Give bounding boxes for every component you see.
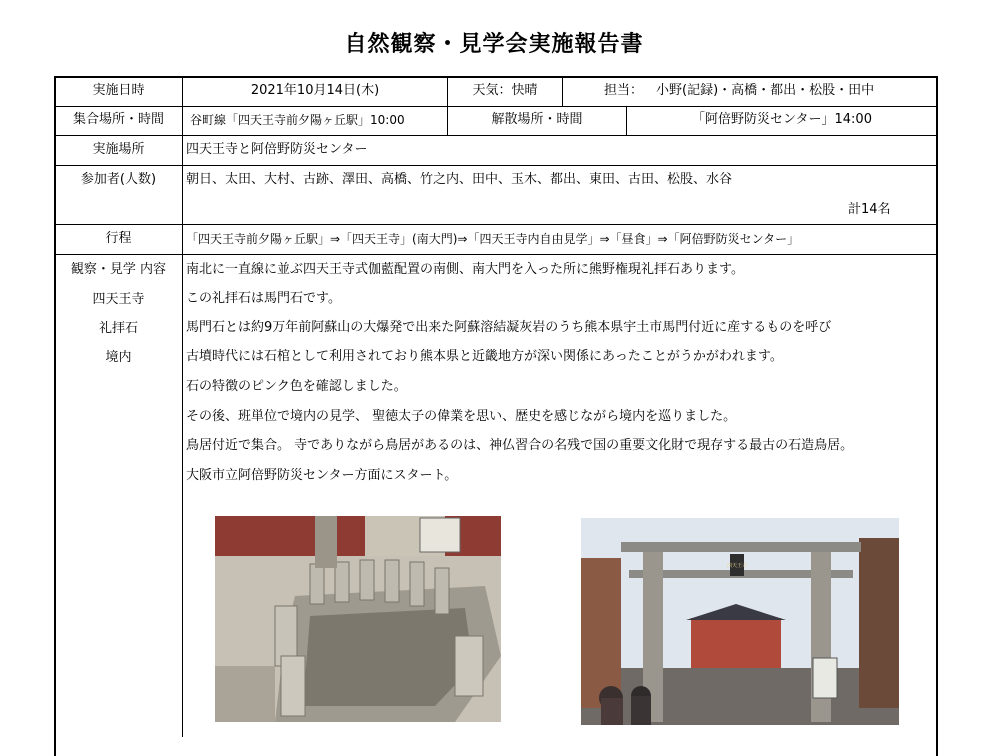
place-label: 実施場所 [92, 142, 145, 157]
weather-value: 天気：快晴 [472, 83, 538, 98]
observation-line: 大阪市立阿倍野防災センター方面にスタート。 [186, 468, 458, 483]
row-divider [54, 106, 938, 107]
row-divider [54, 254, 938, 255]
column-divider [626, 106, 627, 135]
observation-line: 馬門石とは約9万年前阿蘇山の大爆発で出来た阿蘇溶結凝灰岩のうち熊本県宇土市馬門付近に産するものを呼び [186, 320, 832, 335]
observation-label: 境内 [105, 350, 132, 365]
meeting-label: 集合場所・時間 [72, 112, 164, 127]
label-column-divider [182, 76, 183, 737]
observation-line: 石の特徴のピンク色を確認しました。 [186, 379, 407, 394]
staff-value: 小野(記録)・高橋・都出・松股・田中 [656, 83, 875, 98]
observation-line: この礼拝石は馬門石です。 [186, 291, 341, 306]
meeting-value: 谷町線「四天王寺前夕陽ヶ丘駅」10:00 [190, 113, 405, 127]
row-divider [54, 135, 938, 136]
participants-total: 計14名 [848, 202, 891, 217]
observation-label: 礼拝石 [98, 321, 138, 336]
staff-label: 担当： [604, 83, 644, 98]
dismiss-value: 「阿倍野防災センター」14:00 [692, 112, 872, 127]
observation-line: 南北に一直線に並ぶ四天王寺式伽藍配置の南側、南大門を入った所に熊野権現礼拝石あります。 [186, 262, 744, 277]
place-value: 四天王寺と阿倍野防災センター [186, 142, 368, 157]
observation-line: 古墳時代には石棺として利用されており熊本県と近畿地方が深い関係にあったことがうかがわれます。 [186, 349, 783, 364]
observation-label: 観察・見学 内容 [70, 262, 167, 277]
date-value: 2021年10月14日(木) [250, 83, 380, 98]
column-divider [562, 76, 563, 106]
document-title: 自然観察・見学会実施報告書 [344, 32, 644, 57]
stone-torii-photo [581, 518, 899, 725]
worship-stone-photo [215, 516, 501, 722]
torii-plaque-text: 四天王寺 [726, 563, 748, 569]
column-divider [447, 76, 448, 135]
observation-label: 四天王寺 [92, 292, 145, 307]
participants-value: 朝日、太田、大村、古跡、澤田、高橋、竹之内、田中、玉木、都出、東田、古田、松股、水谷 [186, 172, 733, 187]
row-divider [54, 224, 938, 225]
itinerary-value: 「四天王寺前夕陽ヶ丘駅」⇒「四天王寺」(南大門)⇒「四天王寺内自由見学」⇒「昼食」⇒「阿倍野防災センター」 [186, 232, 800, 246]
dismiss-label: 解散場所・時間 [491, 112, 583, 127]
row-divider [54, 165, 938, 166]
itinerary-label: 行程 [105, 231, 132, 246]
participants-label: 参加者(人数) [80, 172, 157, 187]
observation-line: 鳥居付近で集合。 寺でありながら鳥居があるのは、神仏習合の名残で国の重要文化財で現存する最古の石造鳥居。 [186, 438, 854, 453]
date-label: 実施日時 [92, 83, 145, 98]
observation-line: その後、班単位で境内の見学、 聖徳太子の偉業を思い、歴史を感じながら境内を巡りました。 [186, 409, 737, 424]
